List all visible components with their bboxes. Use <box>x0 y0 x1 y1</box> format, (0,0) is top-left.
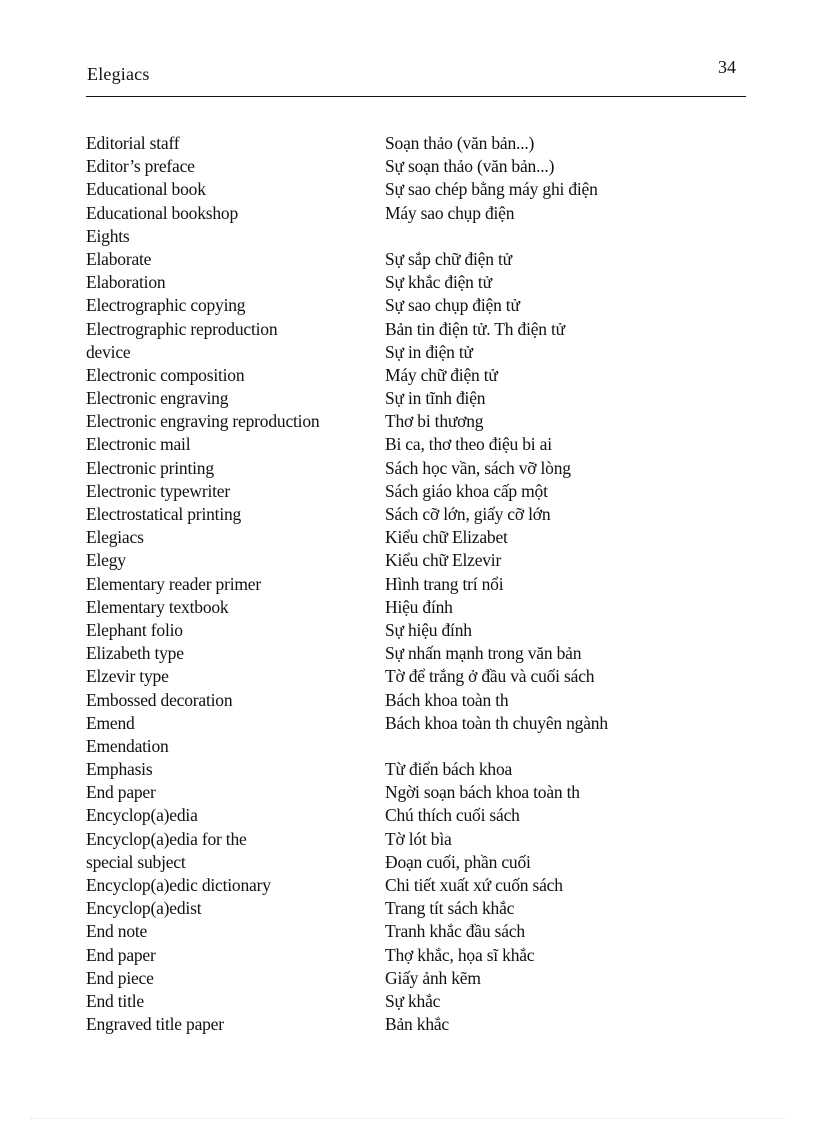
glossary-row <box>86 990 746 1013</box>
glossary-row <box>86 642 746 665</box>
glossary-row <box>86 225 746 248</box>
glossary-row <box>86 294 746 317</box>
english-term: Elegiacs <box>86 527 144 548</box>
vietnamese-translation: Sách học vần, sách vỡ lòng <box>385 457 571 478</box>
vietnamese-translation <box>385 735 746 758</box>
vietnamese-translation: Tranh khắc đầu sách <box>385 921 525 942</box>
glossary-row <box>86 248 746 271</box>
vietnamese-translation: Thơ bi thương <box>385 411 484 432</box>
glossary-row <box>86 457 746 480</box>
glossary-row <box>86 874 746 897</box>
vietnamese-translation: Soạn thảo (văn bản...) <box>385 133 535 153</box>
vietnamese-translation: Bi ca, thơ theo điệu bi ai <box>385 434 552 455</box>
vietnamese-translation: Sự sao chép bằng máy ghi điện <box>385 179 598 200</box>
vietnamese-translation: Hiệu đính <box>385 596 453 617</box>
glossary-row <box>86 503 746 526</box>
vietnamese-translation: Máy chữ điện tử <box>385 364 498 385</box>
vietnamese-translation: Sự in tĩnh điện <box>385 388 486 409</box>
glossary-row <box>86 341 746 364</box>
glossary-row <box>86 387 746 410</box>
english-term: Eights <box>86 225 130 246</box>
english-term: Editor’s preface <box>86 156 195 177</box>
glossary-row <box>86 665 746 688</box>
glossary-row <box>86 364 746 387</box>
english-term: Encyclop(a)edist <box>86 898 202 919</box>
english-term: special subject <box>86 851 186 872</box>
glossary-row <box>86 178 746 201</box>
vietnamese-translation: Giấy ảnh kẽm <box>385 967 481 988</box>
vietnamese-translation: Sự soạn thảo (văn bản...) <box>385 156 555 177</box>
glossary-row <box>86 410 746 433</box>
vietnamese-translation: Bách khoa toàn th chuyên ngành <box>385 712 608 733</box>
glossary-row <box>86 271 746 294</box>
vietnamese-translation: Sự hiệu đính <box>385 619 472 640</box>
vietnamese-translation: Sự khắc <box>385 990 441 1011</box>
vietnamese-translation: Tờ để trắng ở đầu và cuối sách <box>385 666 595 687</box>
english-term: Encyclop(a)edia for the <box>86 828 247 849</box>
english-term: Elegy <box>86 550 126 571</box>
english-term: Elephant folio <box>86 619 183 640</box>
glossary-row <box>86 619 746 642</box>
glossary-row <box>86 155 746 178</box>
vietnamese-translation: Kiểu chữ Elizabet <box>385 527 508 548</box>
english-term: Engraved title paper <box>86 1014 224 1035</box>
vietnamese-translation: Kiểu chữ Elzevir <box>385 550 502 571</box>
english-term: Emendation <box>86 735 169 756</box>
vietnamese-translation: Ngời soạn bách khoa toàn th <box>385 782 580 803</box>
english-term: Encyclop(a)edia <box>86 805 198 826</box>
english-term: device <box>86 341 131 362</box>
english-term: Electronic printing <box>86 457 214 478</box>
glossary-row <box>86 804 746 827</box>
english-term: Electronic engraving reproduction <box>86 411 320 432</box>
glossary-row <box>86 1013 746 1036</box>
english-term: Electronic typewriter <box>86 480 230 501</box>
english-term: Electrostatical printing <box>86 504 242 524</box>
vietnamese-translation: Sách cỡ lớn, giấy cỡ lớn <box>385 504 551 524</box>
vietnamese-translation: Máy sao chụp điện <box>385 202 515 223</box>
english-term: Electronic mail <box>86 434 191 455</box>
glossary-list <box>86 132 746 1036</box>
glossary-row <box>86 758 746 781</box>
glossary-row <box>86 897 746 920</box>
english-term: End note <box>86 921 148 942</box>
english-term: Elementary reader primer <box>86 573 261 594</box>
vietnamese-translation: Thợ khắc, họa sĩ khắc <box>385 944 535 965</box>
english-term: Educational book <box>86 179 206 200</box>
vietnamese-translation: Đoạn cuối, phần cuối <box>385 851 531 872</box>
glossary-row <box>86 549 746 572</box>
vietnamese-translation: Hình trang trí nổi <box>385 573 504 594</box>
english-term: Elzevir type <box>86 666 169 687</box>
vietnamese-translation: Bách khoa toàn th <box>385 689 509 710</box>
vietnamese-translation <box>385 225 746 248</box>
english-term: End paper <box>86 944 156 965</box>
glossary-row <box>86 526 746 549</box>
vietnamese-translation: Tờ lót bìa <box>385 828 452 849</box>
footer-divider <box>30 1118 786 1119</box>
glossary-row <box>86 828 746 851</box>
vietnamese-translation: Chi tiết xuất xứ cuốn sách <box>385 875 563 895</box>
english-term: Elizabeth type <box>86 643 184 664</box>
glossary-row <box>86 596 746 619</box>
glossary-row <box>86 689 746 712</box>
glossary-row <box>86 202 746 225</box>
glossary-row <box>86 781 746 804</box>
english-term: Elaborate <box>86 248 152 269</box>
vietnamese-translation: Chú thích cuối sách <box>385 805 520 826</box>
vietnamese-translation: Từ điển bách khoa <box>385 759 513 780</box>
glossary-row <box>86 132 746 155</box>
glossary-row <box>86 920 746 943</box>
vietnamese-translation: Bản khắc <box>385 1014 449 1035</box>
glossary-row <box>86 712 746 735</box>
english-term: End piece <box>86 967 154 988</box>
vietnamese-translation: Trang tít sách khắc <box>385 898 515 919</box>
english-term: Electronic engraving <box>86 388 229 409</box>
page-header <box>86 58 746 97</box>
vietnamese-translation: Sự in điện tử <box>385 341 473 362</box>
english-term: Emphasis <box>86 759 153 780</box>
glossary-row <box>86 573 746 596</box>
glossary-row <box>86 735 746 758</box>
english-term: Elaboration <box>86 272 166 293</box>
vietnamese-translation: Bản tin điện tử. Th điện tử <box>385 318 565 339</box>
english-term: Electrographic copying <box>86 295 246 316</box>
glossary-row <box>86 318 746 341</box>
vietnamese-translation: Sự sắp chữ điện tử <box>385 248 512 269</box>
english-term: Embossed decoration <box>86 689 233 710</box>
vietnamese-translation: Sách giáo khoa cấp một <box>385 480 548 501</box>
english-term: Editorial staff <box>86 133 180 153</box>
english-term: Elementary textbook <box>86 596 229 617</box>
english-term: Educational bookshop <box>86 202 239 223</box>
english-term: Emend <box>86 712 135 733</box>
vietnamese-translation: Sự sao chụp điện tử <box>385 295 520 316</box>
english-term: End title <box>86 990 144 1011</box>
vietnamese-translation: Sự nhấn mạnh trong văn bản <box>385 643 582 664</box>
glossary-row <box>86 944 746 967</box>
vietnamese-translation: Sự khắc điện tử <box>385 272 492 293</box>
english-term: Electronic composition <box>86 364 245 385</box>
glossary-row <box>86 851 746 874</box>
glossary-row <box>86 480 746 503</box>
glossary-row <box>86 967 746 990</box>
english-term: Encyclop(a)edic dictionary <box>86 875 271 895</box>
page-number: 34 <box>718 57 736 77</box>
glossary-row <box>86 433 746 456</box>
running-head: Elegiacs <box>87 64 150 84</box>
english-term: Electrographic reproduction <box>86 318 278 339</box>
english-term: End paper <box>86 782 156 803</box>
